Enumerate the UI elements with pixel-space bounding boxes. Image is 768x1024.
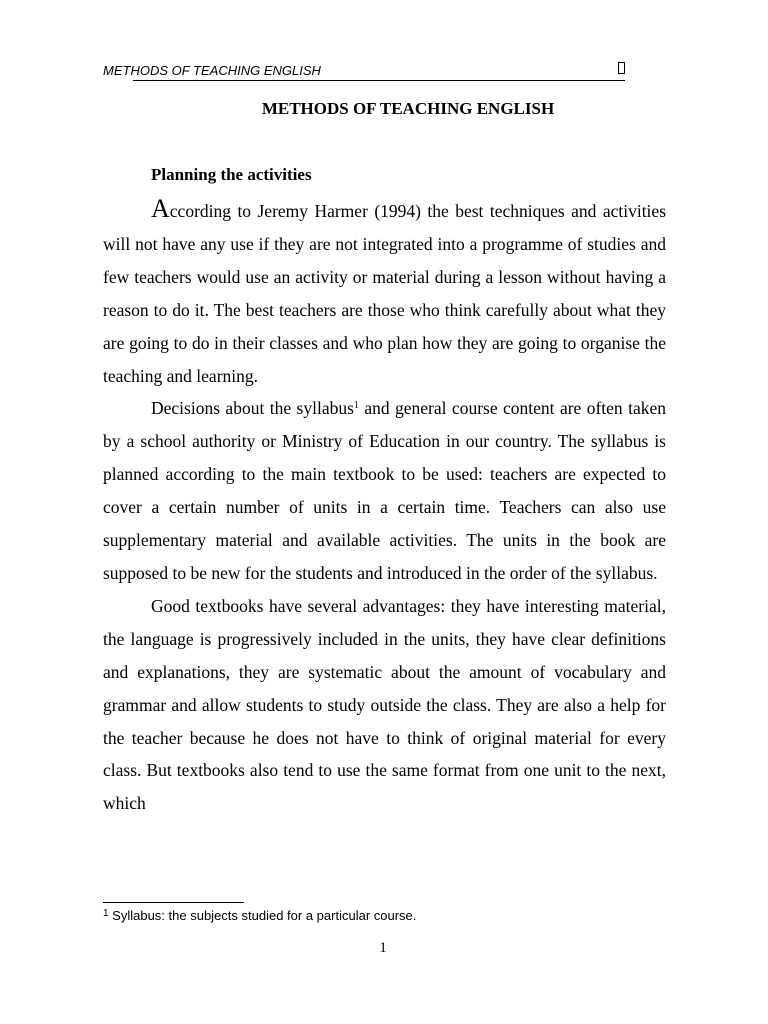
paragraph-1 (103, 195, 666, 392)
bookmark-icon (618, 62, 625, 74)
paragraph-3-text: Good textbooks have several advantages: they have interesting material, the language is progressively included in the units, they have clear definitions and explanations, they are systematic about the amount of vocabulary and grammar and allow students to study outside the class. They are also a help for the teacher because he does not have to think of original material for every class. But textbooks also tend to use the same format from one unit to the next, which (103, 595, 666, 814)
footnote-reference[interactable]: 1 (353, 400, 359, 412)
header-divider (133, 80, 625, 81)
body-text (103, 195, 666, 820)
footnote-number: 1 (103, 908, 109, 919)
footnote-divider (103, 902, 244, 903)
paragraph-2 (103, 392, 666, 589)
section-heading: Planning the activities (151, 165, 312, 184)
drop-cap: A (151, 194, 170, 223)
paragraph-1-text: ccording to Jeremy Harmer (1994) the best techniques and activities will not have any use if they are not integrated into a programme of studies and few teachers would use an activity or material during a lesson without having a reason to do it. The best teachers are those who think carefully about what they are going to do in their classes and who plan how they are going to organise the teaching and learning. (103, 201, 666, 386)
running-header-title: METHODS OF TEACHING ENGLISH (103, 63, 321, 78)
document-title: METHODS OF TEACHING ENGLISH (261, 99, 555, 118)
paragraph-2-text-start: Decisions about the syllabus (151, 398, 354, 419)
paragraph-3 (103, 590, 666, 820)
running-header (103, 63, 627, 81)
paragraph-2-text-end: and general course content are often taken by a school authority or Ministry of Education in our country. The syllabus is planned according to the main textbook to be used: teachers are expected to cover a certain number of units in a certain time. Teachers can also use supplementary material and available activities. The units in the book are supposed to be new for the students and introduced in the order of the syllabus. (103, 398, 666, 583)
page-number: 1 (379, 940, 387, 956)
footnote (103, 907, 416, 925)
footnote-text: Syllabus: the subjects studied for a particular course. (108, 908, 417, 923)
